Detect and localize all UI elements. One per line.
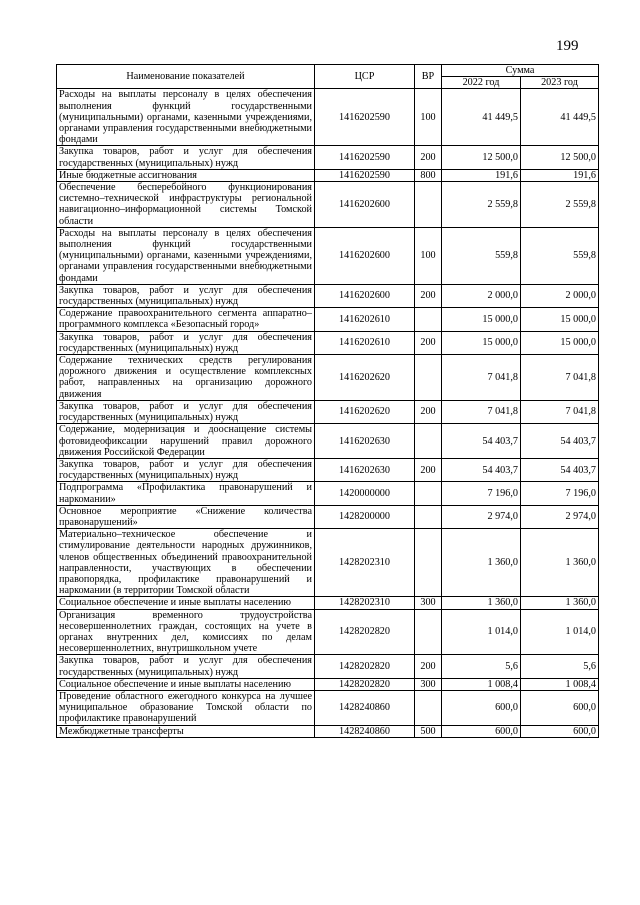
row-csr: 1416202600 (315, 284, 415, 307)
row-name: Социальное обеспечение и иные выплаты населению (57, 597, 315, 609)
row-amount-2022: 600,0 (442, 725, 521, 737)
row-name: Закупка товаров, работ и услуг для обеспечения государственных (муниципальных) нужд (57, 655, 315, 678)
row-vr: 300 (415, 597, 442, 609)
header-year-2022: 2022 год (442, 77, 521, 89)
table-row (57, 146, 599, 169)
row-csr: 1416202630 (315, 424, 415, 459)
row-amount-2022: 1 360,0 (442, 597, 521, 609)
row-vr: 200 (415, 284, 442, 307)
row-csr: 1416202610 (315, 308, 415, 331)
row-csr: 1428202310 (315, 597, 415, 609)
header-name: Наименование показателей (57, 65, 315, 89)
row-name: Обеспечение бесперебойного функционирования системно–технической инфраструктуры региональной навигационно–информационной системы Томской области (57, 182, 315, 228)
row-amount-2023: 1 360,0 (521, 529, 599, 597)
row-name: Материально–техническое обеспечение и стимулирование деятельности народных дружинников, членов общественных объединений правоохранительной направленности, участвующих в обеспечении правопорядка, профилактике правонарушений и наркомании (в территории Томской области (57, 529, 315, 597)
row-vr: 200 (415, 458, 442, 481)
table-row (57, 505, 599, 528)
row-amount-2022: 15 000,0 (442, 308, 521, 331)
table-row (57, 400, 599, 423)
row-name: Проведение областного ежегодного конкурса на лучшее муниципальное образование Томской области по профилактике правонарушений (57, 690, 315, 725)
row-csr: 1416202590 (315, 146, 415, 169)
row-csr: 1420000000 (315, 482, 415, 505)
page-number: 199 (556, 38, 579, 54)
row-name: Основное мероприятие «Снижение количества правонарушений» (57, 505, 315, 528)
row-amount-2022: 7 196,0 (442, 482, 521, 505)
row-csr: 1416202590 (315, 169, 415, 181)
row-amount-2023: 2 559,8 (521, 182, 599, 228)
row-vr (415, 308, 442, 331)
row-amount-2023: 7 041,8 (521, 400, 599, 423)
row-amount-2022: 54 403,7 (442, 458, 521, 481)
row-name: Расходы на выплаты персоналу в целях обеспечения выполнения функций государственными (муниципальными) органами, казенными учреждениями, органами управления государственными внебюджетными фондами (57, 227, 315, 284)
row-amount-2023: 7 196,0 (521, 482, 599, 505)
row-vr (415, 182, 442, 228)
row-amount-2023: 12 500,0 (521, 146, 599, 169)
budget-table (56, 64, 599, 738)
table-row (57, 529, 599, 597)
row-amount-2022: 2 000,0 (442, 284, 521, 307)
row-csr: 1428202820 (315, 655, 415, 678)
header-year-2023: 2023 год (521, 77, 599, 89)
row-amount-2023: 54 403,7 (521, 458, 599, 481)
row-amount-2023: 559,8 (521, 227, 599, 284)
row-amount-2022: 2 559,8 (442, 182, 521, 228)
row-name: Социальное обеспечение и иные выплаты населению (57, 678, 315, 690)
row-vr (415, 609, 442, 655)
row-csr: 1428202310 (315, 529, 415, 597)
row-csr: 1416202620 (315, 355, 415, 401)
row-name: Иные бюджетные ассигнования (57, 169, 315, 181)
row-vr: 100 (415, 89, 442, 146)
row-amount-2022: 1 360,0 (442, 529, 521, 597)
row-amount-2023: 1 008,4 (521, 678, 599, 690)
row-vr: 800 (415, 169, 442, 181)
row-amount-2022: 2 974,0 (442, 505, 521, 528)
row-amount-2022: 191,6 (442, 169, 521, 181)
table-row (57, 331, 599, 354)
row-csr: 1416202590 (315, 89, 415, 146)
table-row (57, 182, 599, 228)
row-name: Содержание правоохранительного сегмента аппаратно–программного комплекса «Безопасный город» (57, 308, 315, 331)
row-name: Организация временного трудоустройства несовершеннолетних граждан, состоящих на учете в органах внутренних дел, комиссиях по делам несовершеннолетних, внутришкольном учете (57, 609, 315, 655)
table-row (57, 227, 599, 284)
row-amount-2023: 1 014,0 (521, 609, 599, 655)
table-row (57, 308, 599, 331)
row-vr (415, 690, 442, 725)
row-name: Расходы на выплаты персоналу в целях обеспечения выполнения функций государственными (муниципальными) органами, казенными учреждениями, органами управления государственными внебюджетными фондами (57, 89, 315, 146)
row-vr (415, 482, 442, 505)
row-csr: 1428240860 (315, 690, 415, 725)
table-row (57, 597, 599, 609)
row-csr: 1428202820 (315, 678, 415, 690)
table-row (57, 690, 599, 725)
table-row (57, 355, 599, 401)
row-amount-2022: 559,8 (442, 227, 521, 284)
row-csr: 1416202600 (315, 182, 415, 228)
row-vr (415, 505, 442, 528)
row-name: Закупка товаров, работ и услуг для обеспечения государственных (муниципальных) нужд (57, 331, 315, 354)
table-body (57, 89, 599, 737)
row-name: Содержание, модернизация и дооснащение системы фотовидеофиксации нарушений правил дорожного движения Российской Федерации (57, 424, 315, 459)
row-amount-2022: 1 008,4 (442, 678, 521, 690)
row-name: Содержание технических средств регулирования дорожного движения и осуществление комплексных работ, направленных на организацию дорожного движения (57, 355, 315, 401)
row-amount-2023: 15 000,0 (521, 308, 599, 331)
row-amount-2022: 15 000,0 (442, 331, 521, 354)
row-amount-2023: 600,0 (521, 690, 599, 725)
row-vr: 300 (415, 678, 442, 690)
row-vr (415, 355, 442, 401)
table-row (57, 609, 599, 655)
row-vr: 200 (415, 331, 442, 354)
table-row (57, 482, 599, 505)
header-vr: ВР (415, 65, 442, 89)
row-name: Закупка товаров, работ и услуг для обеспечения государственных (муниципальных) нужд (57, 284, 315, 307)
row-amount-2022: 54 403,7 (442, 424, 521, 459)
table-row (57, 169, 599, 181)
row-amount-2023: 54 403,7 (521, 424, 599, 459)
table-row (57, 678, 599, 690)
table-row (57, 655, 599, 678)
row-amount-2023: 2 974,0 (521, 505, 599, 528)
row-amount-2023: 7 041,8 (521, 355, 599, 401)
row-name: Закупка товаров, работ и услуг для обеспечения государственных (муниципальных) нужд (57, 400, 315, 423)
row-amount-2022: 7 041,8 (442, 355, 521, 401)
row-amount-2023: 41 449,5 (521, 89, 599, 146)
row-csr: 1416202600 (315, 227, 415, 284)
row-amount-2023: 2 000,0 (521, 284, 599, 307)
row-csr: 1416202620 (315, 400, 415, 423)
row-vr: 200 (415, 655, 442, 678)
row-amount-2022: 600,0 (442, 690, 521, 725)
row-csr: 1428202820 (315, 609, 415, 655)
row-csr: 1416202630 (315, 458, 415, 481)
row-csr: 1416202610 (315, 331, 415, 354)
row-amount-2023: 5,6 (521, 655, 599, 678)
row-vr: 200 (415, 400, 442, 423)
row-amount-2022: 12 500,0 (442, 146, 521, 169)
table-row (57, 725, 599, 737)
row-name: Закупка товаров, работ и услуг для обеспечения государственных (муниципальных) нужд (57, 146, 315, 169)
row-amount-2023: 1 360,0 (521, 597, 599, 609)
row-vr (415, 529, 442, 597)
row-csr: 1428240860 (315, 725, 415, 737)
row-amount-2022: 5,6 (442, 655, 521, 678)
row-vr: 500 (415, 725, 442, 737)
header-sum: Сумма (442, 65, 599, 77)
row-amount-2023: 15 000,0 (521, 331, 599, 354)
row-amount-2022: 7 041,8 (442, 400, 521, 423)
row-vr: 100 (415, 227, 442, 284)
row-amount-2023: 191,6 (521, 169, 599, 181)
row-csr: 1428200000 (315, 505, 415, 528)
table-row (57, 89, 599, 146)
row-amount-2022: 41 449,5 (442, 89, 521, 146)
row-name: Межбюджетные трансферты (57, 725, 315, 737)
table-header (57, 65, 599, 89)
row-amount-2023: 600,0 (521, 725, 599, 737)
row-name: Подпрограмма «Профилактика правонарушений и наркомании» (57, 482, 315, 505)
header-csr: ЦСР (315, 65, 415, 89)
row-vr: 200 (415, 146, 442, 169)
row-name: Закупка товаров, работ и услуг для обеспечения государственных (муниципальных) нужд (57, 458, 315, 481)
table-row (57, 284, 599, 307)
table-row (57, 424, 599, 459)
row-amount-2022: 1 014,0 (442, 609, 521, 655)
row-vr (415, 424, 442, 459)
table-row (57, 458, 599, 481)
